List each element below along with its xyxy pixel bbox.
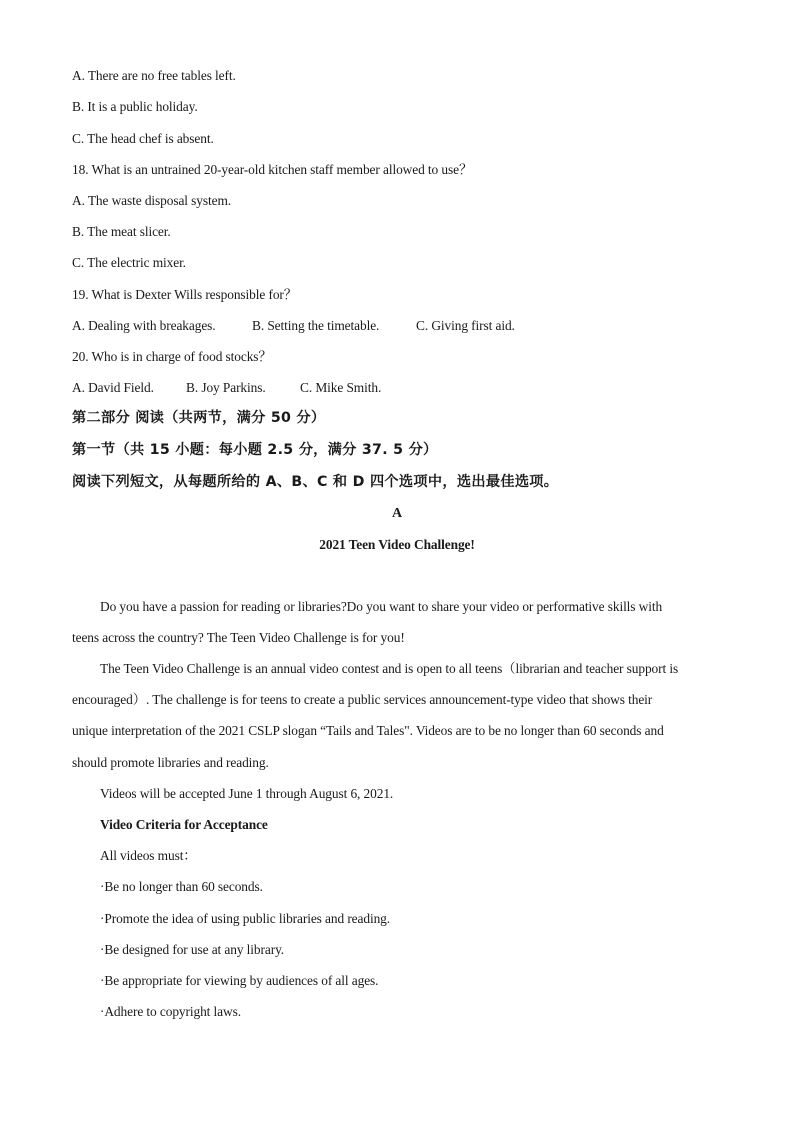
paragraph2-line2: encouraged）. The challenge is for teens to create a public services announcement-type video that shows their [72,692,653,707]
paragraph2-line3: unique interpretation of the 2021 CSLP slogan “Tails and Tales". Videos are to be no longer than 60 seconds and [72,723,664,738]
q19-option-a: A. Dealing with breakages. [72,318,216,333]
q20-option-b: B. Joy Parkins. [186,380,266,395]
paragraph1-line1: Do you have a passion for reading or libraries?Do you want to share your video or performative skills with [100,599,663,614]
criteria-item: ·Promote the idea of using public libraries and reading. [100,911,391,926]
q17-option-a: A. There are no free tables left. [72,68,236,83]
q20-question: 20. Who is in charge of food stocks？ [72,349,272,364]
q20-option-c: C. Mike Smith. [300,380,382,395]
q19-question: 19. What is Dexter Wills responsible for？ [72,287,298,302]
section-part2-heading: 第二部分 阅读（共两节，满分 50 分） [72,410,326,426]
criteria-item: ·Be designed for use at any library. [100,942,285,957]
criteria-intro: All videos must： [100,848,197,863]
section1-heading: 第一节（共 15 小题：每小题 2.5 分，满分 37. 5 分） [72,442,438,458]
q18-option-c: C. The electric mixer. [72,255,186,270]
q19-option-b: B. Setting the timetable. [252,318,380,333]
paragraph2-line4: should promote libraries and reading. [72,755,269,770]
q20-option-a: A. David Field. [72,380,154,395]
q17-option-b: B. It is a public holiday. [72,99,198,114]
passage-letter: A [391,506,402,521]
q19-option-c: C. Giving first aid. [416,318,515,333]
q18-option-a: A. The waste disposal system. [72,193,232,208]
criteria-item: ·Be no longer than 60 seconds. [100,879,263,894]
criteria-item: ·Be appropriate for viewing by audiences of all ages. [100,973,379,988]
q18-question: 18. What is an untrained 20-year-old kitchen staff member allowed to use？ [72,162,473,177]
q18-option-b: B. The meat slicer. [72,224,171,239]
criteria-item: ·Adhere to copyright laws. [100,1004,241,1019]
paragraph1-line2: teens across the country? The Teen Video Challenge is for you! [72,630,405,645]
criteria-heading: Video Criteria for Acceptance [100,817,268,832]
paragraph2-line1: The Teen Video Challenge is an annual video contest and is open to all teens（librarian and teacher support is [100,661,679,676]
q17-option-c: C. The head chef is absent. [72,131,214,146]
passage-title: 2021 Teen Video Challenge! [319,537,475,552]
reading-instruction: 阅读下列短文，从每题所给的 A、B、C 和 D 四个选项中，选出最佳选项。 [72,474,559,490]
paragraph3: Videos will be accepted June 1 through August 6, 2021. [100,786,394,801]
